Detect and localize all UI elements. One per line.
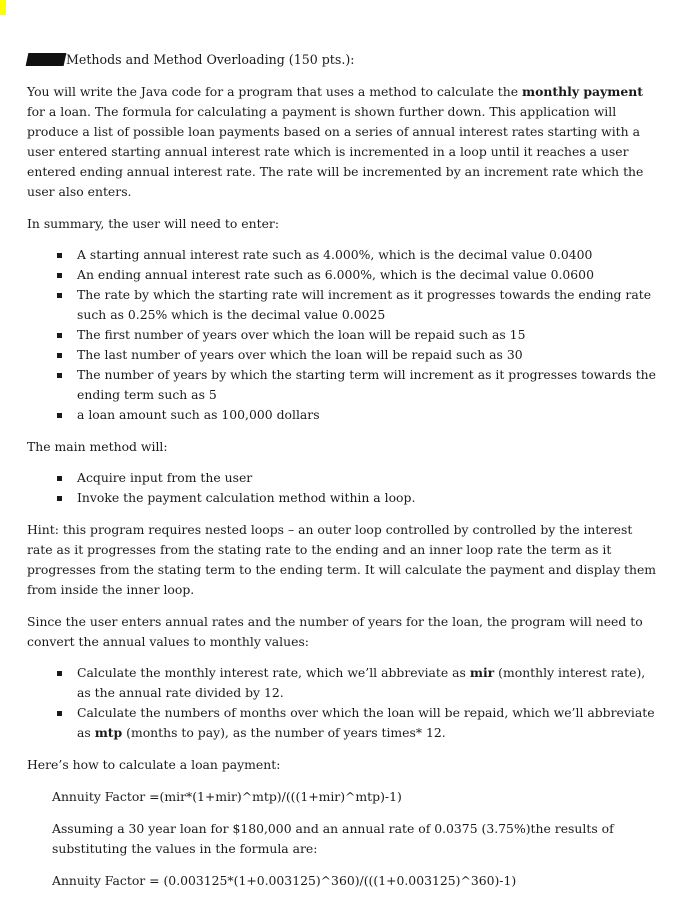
formula-line: Annuity Factor =(mir*(1+mir)^mtp)/(((1+mir)^mtp)-1)	[52, 789, 402, 804]
section-heading	[27, 50, 657, 69]
redaction-block	[26, 53, 67, 66]
convert-lead: Since the user enters annual rates and the number of years for the loan, the program will need to convert the annual values to monthly values:	[27, 614, 643, 649]
convert-item2-text-2: (months to pay), as the number of years times* 12.	[122, 725, 446, 740]
intro-paragraph	[27, 82, 657, 202]
intro-text-1: You will write the Java code for a program that uses a method to calculate the	[27, 84, 522, 99]
list-item: Acquire input from the user	[27, 468, 657, 488]
list-item	[27, 703, 657, 743]
list-item: An ending annual interest rate such as 6.000%, which is the decimal value 0.0600	[27, 265, 657, 285]
document-page	[27, 50, 657, 903]
summary-lead: In summary, the user will need to enter:	[27, 216, 280, 231]
mtp-term: mtp	[94, 725, 123, 740]
convert-item1-text-2: (monthly interest rate), as the annual rate divided by 12.	[77, 665, 646, 700]
hint-paragraph: Hint: this program requires nested loops – an outer loop controlled by controlled by the interest rate as it progresses from the stating rate to the ending and an inner loop rate the term as it progresses from the stating term to the ending term. It will calculate the payment and display them from inside the inner loop.	[27, 522, 657, 597]
main-method-lead: The main method will:	[27, 439, 168, 454]
intro-bold-monthly-payment: monthly payment	[522, 84, 643, 99]
howto-lead: Here’s how to calculate a loan payment:	[27, 757, 281, 772]
list-item: The rate by which the starting rate will increment as it progresses towards the ending rate such as 0.25% which is the decimal value 0.0025	[27, 285, 657, 325]
list-item: The last number of years over which the loan will be repaid such as 30	[27, 345, 657, 365]
summary-list	[27, 245, 657, 425]
list-item	[27, 663, 657, 703]
list-item: Invoke the payment calculation method within a loop.	[27, 488, 657, 508]
main-method-list	[27, 468, 657, 508]
list-item: A starting annual interest rate such as 4.000%, which is the decimal value 0.0400	[27, 245, 657, 265]
list-item: a loan amount such as 100,000 dollars	[27, 405, 657, 425]
intro-text-2: for a loan. The formula for calculating a payment is shown further down. This application will produce a list of possible loan payments based on a series of annual interest rates starting with a user entered starting annual interest rate which is incremented in a loop until it reaches a user entered ending annual interest rate. The rate will be incremented by an increment rate which the user also enters.	[27, 104, 644, 199]
convert-item2-text-1: Calculate the numbers of months over which the loan will be repaid, which we’ll abbreviate as	[77, 705, 655, 740]
substituted-formula-line: Annuity Factor = (0.003125*(1+0.003125)^360)/(((1+0.003125)^360)-1)	[52, 873, 517, 888]
convert-list	[27, 663, 657, 743]
mir-term: mir	[469, 665, 495, 680]
heading-title: Methods and Method Overloading (150 pts.):	[66, 52, 355, 67]
highlight-marker	[0, 0, 6, 15]
convert-item1-text-1: Calculate the monthly interest rate, which we’ll abbreviate as	[77, 665, 470, 680]
assuming-paragraph: Assuming a 30 year loan for $180,000 and an annual rate of 0.0375 (3.75%)the results of substituting the values in the formula are:	[52, 821, 614, 856]
list-item: The first number of years over which the loan will be repaid such as 15	[27, 325, 657, 345]
list-item: The number of years by which the starting term will increment as it progresses towards the ending term such as 5	[27, 365, 657, 405]
